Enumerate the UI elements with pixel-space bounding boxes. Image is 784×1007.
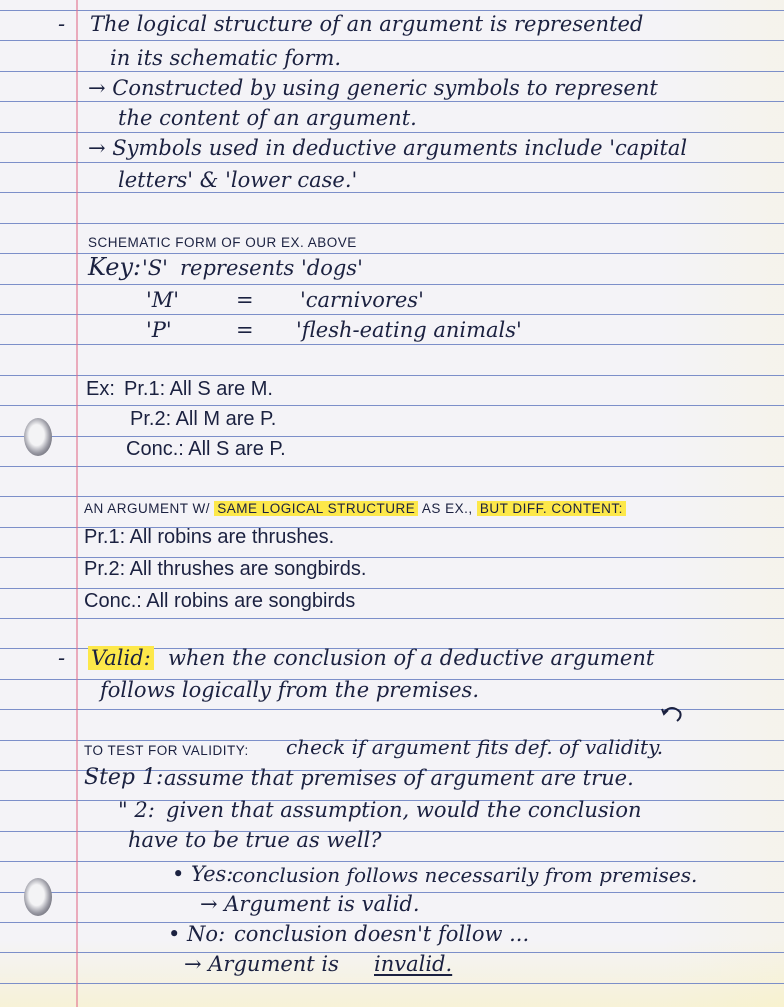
intro-line-6: [0, 162, 784, 196]
no-line: [0, 916, 784, 950]
valid-line-2: [0, 672, 784, 706]
argument-heading-highlight-1: SAME LOGICAL STRUCTURE: [214, 501, 418, 516]
argument-line-2: [0, 550, 784, 584]
argument-conclusion: Conc.: All robins are songbirds: [84, 590, 356, 612]
example-premise-2: Pr.2: All M are P.: [130, 408, 277, 430]
no-text: conclusion doesn't follow ...: [234, 922, 530, 946]
intro-text-6: letters' & 'lower case.': [118, 168, 358, 192]
example-line-2: [0, 400, 784, 434]
yes-line: [0, 856, 784, 890]
intro-text-5: → Symbols used in deductive arguments include 'capital: [88, 136, 688, 160]
no-result-prefix: → Argument is: [184, 952, 339, 976]
step-2-continued-line: [0, 822, 784, 856]
valid-definition-2: follows logically from the premises.: [100, 678, 479, 702]
example-line-3: [0, 430, 784, 464]
valid-term-highlight: Valid:: [88, 646, 154, 670]
intro-text-2: in its schematic form.: [110, 46, 342, 70]
no-label: • No:: [168, 922, 226, 946]
intro-line-4: [0, 100, 784, 134]
schematic-heading: SCHEMATIC FORM OF OUR EX. ABOVE: [88, 234, 357, 250]
step-2-text-2: have to be true as well?: [128, 828, 382, 852]
key-p-equals: =: [236, 318, 254, 342]
key-m-equals: =: [236, 288, 254, 312]
intro-text-3: → Constructed by using generic symbols to represent: [88, 76, 658, 100]
argument-premise-2: Pr.2: All thrushes are songbirds.: [84, 558, 367, 580]
ruled-line: [0, 983, 784, 984]
argument-line-1: [0, 518, 784, 552]
schematic-heading-line: [0, 220, 784, 254]
example-label: Ex:: [86, 378, 115, 400]
key-s-value: represents 'dogs': [180, 256, 363, 280]
step-2-text-1: given that assumption, would the conclusion: [166, 798, 642, 822]
example-conclusion: Conc.: All S are P.: [126, 438, 286, 460]
intro-line-1: [0, 6, 784, 40]
intro-text-4: the content of an argument.: [118, 106, 417, 130]
bullet-dash: -: [58, 12, 66, 36]
yes-result: → Argument is valid.: [200, 892, 420, 916]
curved-arrow-icon: [660, 703, 686, 725]
step-2-label: " 2:: [118, 798, 155, 822]
yes-text: conclusion follows necessarily from premises.: [232, 863, 698, 887]
example-premise-1: Pr.1: All S are M.: [124, 378, 273, 400]
no-result-line: [0, 946, 784, 980]
intro-text-1: The logical structure of an argument is represented: [90, 12, 644, 36]
argument-line-3: [0, 582, 784, 616]
valid-line-1: [0, 640, 784, 674]
intro-line-5: [0, 130, 784, 164]
step-1-label: Step 1:: [84, 765, 164, 790]
argument-heading-line: [0, 486, 784, 520]
test-heading: TO TEST FOR VALIDITY:: [84, 742, 249, 758]
test-heading-rest: check if argument fits def. of validity.: [286, 735, 664, 759]
step-2-line: [0, 792, 784, 826]
argument-heading: [84, 502, 626, 516]
key-p-value: 'flesh-eating animals': [296, 318, 522, 342]
yes-label: • Yes:: [172, 862, 234, 886]
key-line-s: [0, 250, 784, 284]
ruled-line: [0, 618, 784, 619]
step-1-line: [0, 760, 784, 794]
key-label: Key:: [88, 253, 142, 281]
intro-line-3: [0, 70, 784, 104]
key-s-symbol: 'S': [142, 256, 168, 280]
no-result-word: invalid.: [374, 952, 453, 976]
argument-premise-1: Pr.1: All robins are thrushes.: [84, 526, 335, 548]
key-m-value: 'carnivores': [300, 288, 424, 312]
example-line-1: [0, 370, 784, 404]
step-1-text: assume that premises of argument are true.: [164, 766, 634, 790]
valid-definition-1: when the conclusion of a deductive argument: [168, 646, 655, 670]
argument-heading-highlight-2: BUT DIFF. CONTENT:: [477, 501, 626, 516]
key-line-p: [0, 312, 784, 346]
intro-line-2: [0, 40, 784, 74]
valid-term: [88, 648, 154, 669]
argument-heading-middle: AS EX.,: [421, 500, 473, 516]
ruled-line: [0, 466, 784, 467]
key-m-symbol: 'M': [146, 288, 180, 312]
yes-result-line: [0, 886, 784, 920]
key-line-m: [0, 282, 784, 316]
key-p-symbol: 'P': [146, 318, 172, 342]
test-heading-line: [0, 728, 784, 762]
valid-bullet-dash: -: [58, 646, 66, 670]
argument-heading-prefix: AN ARGUMENT W/: [84, 500, 211, 516]
